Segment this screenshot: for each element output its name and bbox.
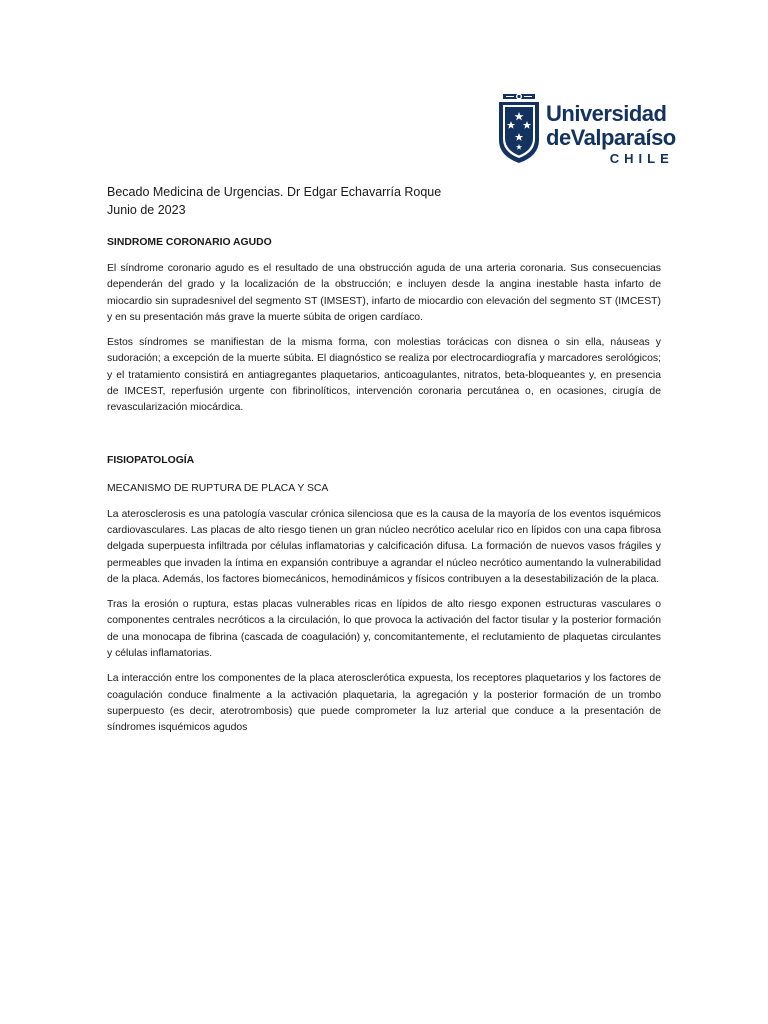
date-line: Junio de 2023 [107,203,186,217]
paragraph: La aterosclerosis es una patología vascular crónica silenciosa que es la causa de la mayoría de los eventos isquémicos cardiovasculares. Las placas de alto riesgo tienen un gran núcleo necrótico acelular rico en lípidos con una capa fibrosa delgada superpuesta infiltrada por células inflamatorias y calcificación difusa. La formación de nuevos vasos frágiles y permeables que invaden la íntima en expansión contribuye a agrandar el núcleo necrótico aumentando la vulnerabilidad de la placa. Además, los factores biomecánicos, hemodinámicos y físicos contribuyen a la desestabilización de la placa. [107,508,661,585]
section-subtitle-mecanismo: MECANISMO DE RUPTURA DE PLACA Y SCA [107,482,329,494]
logo-line-chile: CHILE [609,151,674,166]
paragraph: El síndrome coronario agudo es el resultado de una obstrucción aguda de una arteria coronaria. Sus consecuencias dependerán del grado y la localización de la obstrucción; e incluyen desde la angina inestable hasta infarto de miocardio sin supradesnivel del segmento ST (IMSEST), infarto de miocardio con elevación del segmento ST (IMCEST) y en su presentación más grave la muerte súbita de origen cardíaco. [107,263,661,323]
logo-wordmark [546,102,676,167]
author-line: Becado Medicina de Urgencias. Dr Edgar Echavarría Roque [107,185,442,199]
paragraph: Tras la erosión o ruptura, estas placas vulnerables ricas en lípidos de alto riesgo exponen estructuras vasculares o componentes centrales necróticos a la circulación, lo que provoca la activación del factor tisular y la posterior formación de una monocapa de fibrina (cascada de coagulación) y, concomitantemente, el reclutamiento de plaquetas circulantes y células inflamatorias. [107,599,661,660]
university-shield-icon [497,90,541,164]
logo-line-universidad: Universidad [546,101,667,126]
logo-line-valparaiso: deValparaíso [546,125,676,150]
university-logo [497,90,676,170]
section-title-sindrome: SINDROME CORONARIO AGUDO [107,237,272,248]
document-body [107,183,661,737]
paragraph: La interacción entre los componentes de la placa aterosclerótica expuesta, los receptores plaquetarios y los factores de coagulación conduce finalmente a la activación plaquetaria, la agregación y la posterior formación de un trombo superpuesto (es decir, aterotrombosis) que puede comprometer la luz arterial que conduce a la presentación de síndromes isquémicos agudos [107,673,661,734]
paragraph: Estos síndromes se manifiestan de la misma forma, con molestias torácicas con disnea o sin ella, náuseas y sudoración; a excepción de la muerte súbita. El diagnóstico se realiza por electrocardiografía y marcadores serológicos; y el tratamiento consistirá en antiagregantes plaquetarios, anticoagulantes, nitratos, beta-bloqueantes y, en presencia de IMCEST, reperfusión urgente con fibrinolíticos, intervención coronaria percutánea o, en ocasiones, cirugía de revascularización miocárdica. [107,337,661,414]
section-title-fisiopatologia: FISIOPATOLOGÍA [107,454,195,466]
